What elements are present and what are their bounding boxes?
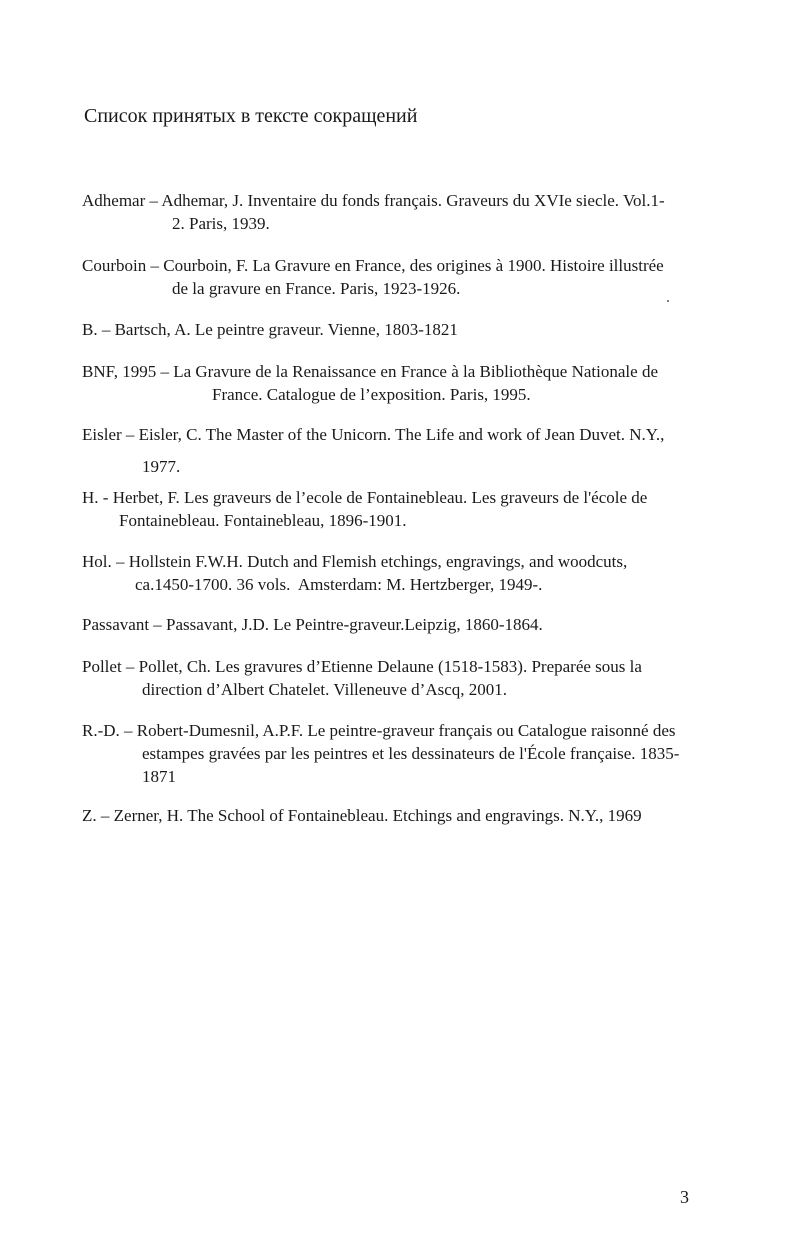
entry-continuation: ca.1450-1700. 36 vols. Amsterdam: M. Hertzberger, 1949-. [135, 575, 543, 594]
entry-dash: – [125, 425, 135, 444]
abbreviation-entry-zerner [82, 804, 702, 827]
entry-first-line [82, 719, 702, 742]
entry-continuation: Fontainebleau. Fontainebleau, 1896-1901. [119, 511, 407, 530]
entry-text: Adhemar, J. Inventaire du fonds français. Graveurs du XVIe siecle. Vol.1- [161, 191, 665, 210]
entry-dash: – [124, 721, 133, 740]
entry-continuation: estampes gravées par les peintres et les dessinateurs de l'École française. 1835- [142, 744, 680, 763]
entry-dash: – [150, 256, 159, 275]
entry-first-line [82, 550, 702, 573]
entry-abbreviation: Adhemar [82, 191, 146, 210]
entry-first-line [82, 318, 702, 341]
entry-text: Bartsch, A. Le peintre graveur. Vienne, 1803-1821 [114, 320, 458, 339]
entry-first-line [82, 486, 702, 509]
entry-abbreviation: Hol. [82, 552, 112, 571]
entry-first-line [82, 254, 702, 277]
page-number: 3 [680, 1187, 689, 1207]
entry-abbreviation: R.-D. [82, 721, 120, 740]
entry-continuation: direction d’Albert Chatelet. Villeneuve d’Ascq, 2001. [142, 680, 508, 699]
entry-first-line [82, 655, 702, 678]
entry-dash: – [153, 615, 162, 634]
scan-speck [667, 300, 669, 302]
entry-text: Pollet, Ch. Les gravures d’Etienne Delaune (1518-1583). Preparée sous la [138, 657, 642, 676]
entry-text: Courboin, F. La Gravure en France, des origines à 1900. Histoire illustrée [163, 256, 664, 275]
entry-text: Eisler, C. The Master of the Unicorn. The Life and work of Jean Duvet. N.Y., [138, 425, 665, 444]
abbreviation-entry-robert-dumesnil [82, 719, 702, 788]
entry-abbreviation: BNF, 1995 [82, 362, 157, 381]
entry-abbreviation: Pollet [82, 657, 122, 676]
entry-abbreviation: Z. [82, 806, 97, 825]
page-title: Список принятых в тексте сокращений [84, 105, 418, 127]
entry-first-line [82, 189, 702, 212]
entry-dash: – [116, 552, 125, 571]
entry-dash: – [125, 657, 135, 676]
entry-continuation: de la gravure en France. Paris, 1923-1926. [172, 279, 461, 298]
entry-text: Hollstein F.W.H. Dutch and Flemish etchings, engravings, and woodcuts, [128, 552, 628, 571]
entry-continuation: 1871 [142, 767, 176, 786]
abbreviation-entry-eisler [82, 423, 702, 478]
abbreviation-entry-herbet [82, 486, 702, 532]
entry-text: Passavant, J.D. Le Peintre-graveur.Leipzig, 1860-1864. [166, 615, 543, 634]
entry-abbreviation: Passavant [82, 615, 150, 634]
entry-first-line [82, 423, 702, 446]
entry-text: Zerner, H. The School of Fontainebleau. Etchings and engravings. N.Y., 1969 [113, 806, 642, 825]
entry-continuation: 2. Paris, 1939. [172, 214, 270, 233]
abbreviation-entry-bnf [82, 360, 702, 406]
entry-dash: – [100, 806, 110, 825]
entry-first-line [82, 613, 702, 636]
entry-abbreviation: H. [82, 488, 99, 507]
entry-text: Herbet, F. Les graveurs de l’ecole de Fontainebleau. Les graveurs de l'école de [112, 488, 648, 507]
entry-continuation: France. Catalogue de l’exposition. Paris, 1995. [212, 385, 531, 404]
abbreviation-entry-pollet [82, 655, 702, 701]
entry-dash: - [102, 488, 109, 507]
entry-dash: – [149, 191, 159, 210]
entry-first-line [82, 360, 702, 383]
entry-abbreviation: B. [82, 320, 98, 339]
abbreviation-entry-hollstein [82, 550, 702, 596]
abbreviation-entry-courboin [82, 254, 702, 300]
entry-text: Robert-Dumesnil, A.P.F. Le peintre-graveur français ou Catalogue raisonné des [136, 721, 676, 740]
abbreviation-entry-adhemar [82, 189, 702, 235]
abbreviation-entry-bartsch [82, 318, 702, 341]
entry-dash: – [160, 362, 169, 381]
entry-text: La Gravure de la Renaissance en France à la Bibliothèque Nationale de [173, 362, 658, 381]
abbreviation-entry-passavant [82, 613, 702, 636]
entry-dash: – [101, 320, 111, 339]
entry-abbreviation: Eisler [82, 425, 122, 444]
entry-first-line [82, 804, 702, 827]
entry-continuation: 1977. [142, 457, 181, 476]
entry-abbreviation: Courboin [82, 256, 147, 275]
